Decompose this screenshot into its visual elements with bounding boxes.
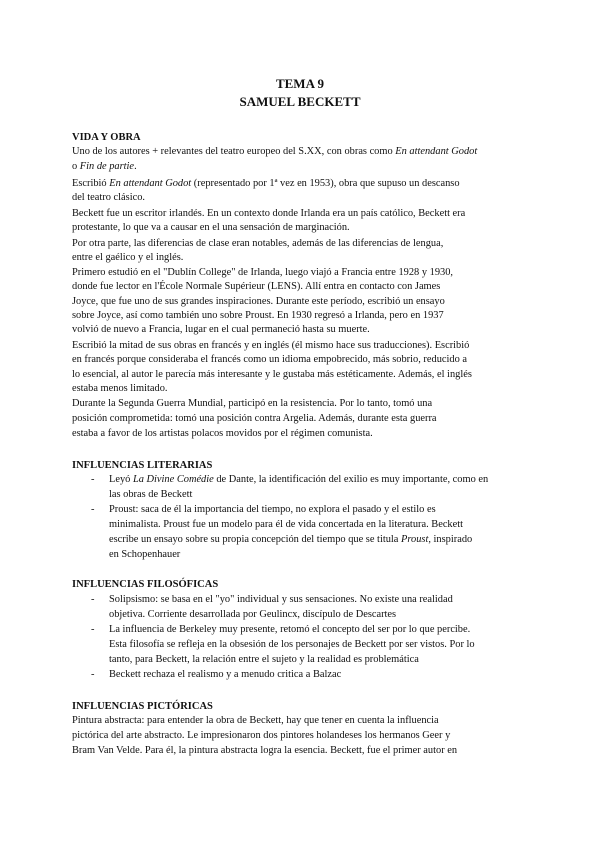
paragraph-line: Pintura abstracta: para entender la obra de Beckett, hay que tener en cuenta la influencia [72,715,439,726]
list-item-line: Esta filosofía se refleja en la obsesión de los personajes de Beckett por ser vistos. Por lo [109,639,475,650]
paragraph-line: lo esencial, al autor le parecía más interesante y le gustaba más estéticamente. Además, el inglés [72,369,472,380]
section-heading-vida: VIDA Y OBRA [72,132,141,143]
paragraph-line: protestante, lo que va a causar en el una sensación de marginación. [72,222,350,233]
paragraph-line: Uno de los autores + relevantes del teatro europeo del S.XX, con obras como En attendant Godot [72,146,478,157]
paragraph-line: Joyce, que fue uno de sus grandes inspiraciones. Durante este período, escribió un ensayo [72,296,445,307]
paragraph-line: posición comprometida: tomó una posición contra Argelia. Además, durante esta guerra [72,413,437,424]
list-item-line: Solipsismo: se basa en el "yo" individual y sus sensaciones. No existe una realidad [109,594,453,605]
bullet-dash: - [91,474,95,485]
bullet-dash: - [91,624,95,635]
paragraph-line: pictórica del arte abstracto. Le impresionaron dos pintores holandeses los hermanos Geer y [72,730,451,741]
bullet-dash: - [91,504,95,515]
paragraph-line: Por otra parte, las diferencias de clase eran notables, además de las diferencias de lengua, [72,238,444,249]
page-title: TEMA 9 [275,76,325,91]
paragraph-line: del teatro clásico. [72,192,145,203]
section-heading-literarias: INFLUENCIAS LITERARIAS [72,460,213,471]
list-item-line: objetiva. Corriente desarrollada por Geulincx, discípulo de Descartes [109,609,397,620]
bullet-dash: - [91,669,95,680]
list-item-line: minimalista. Proust fue un modelo para él de vida concertada en la literatura. Beckett [109,519,464,530]
section-heading-filosoficas: INFLUENCIAS FILOSÓFICAS [72,579,219,590]
paragraph-line: Escribió la mitad de sus obras en francés y en inglés (él mismo hace sus traducciones). Escribió [72,340,470,351]
paragraph-line: volvió de nuevo a Francia, lugar en el cual permaneció hasta su muerte. [72,324,370,335]
paragraph-line: estaba menos limitado. [72,383,168,394]
list-item-line: Leyó La Divine Comédie de Dante, la identificación del exilio es muy importante, como en [109,474,489,485]
list-item-line: tanto, para Beckett, la relación entre el sujeto y la realidad es problemática [109,654,419,665]
list-item-line: escribe un ensayo sobre su propia concepción del tiempo que se titula Proust, inspirado [109,534,473,545]
paragraph-line: donde fue lector en l'École Normale Supérieur (LENS). Allí entra en contacto con James [72,281,441,292]
list-item-line: Beckett rechaza el realismo y a menudo critica a Balzac [109,669,342,680]
paragraph-line: sobre Joyce, así como también uno sobre Proust. En 1930 regresó a Irlanda, pero en 1937 [72,310,444,321]
paragraph-line: estaba a favor de los artistas polacos movidos por el régimen comunista. [72,428,373,439]
paragraph-line: Escribió En attendant Godot (representado por 1ª vez en 1953), obra que supuso un descanso [72,178,460,189]
list-item-line: La influencia de Berkeley muy presente, retomó el concepto del ser por lo que percibe. [109,624,471,635]
paragraph-line: Beckett fue un escritor irlandés. En un contexto donde Irlanda era un país católico, Beckett era [72,208,466,219]
list-item-line: Proust: saca de él la importancia del tiempo, no explora el pasado y el estilo es [109,504,436,515]
list-item-line: en Schopenhauer [109,549,181,560]
page-subtitle: SAMUEL BECKETT [239,94,361,109]
list-item-line: las obras de Beckett [109,489,193,500]
paragraph-line: en francés porque consideraba el francés como un idioma empobrecido, más sobrio, reducido a [72,354,467,365]
bullet-dash: - [91,594,95,605]
paragraph-line: Bram Van Velde. Para él, la pintura abstracta logra la esencia. Beckett, fue el primer autor en [72,745,458,756]
paragraph-line: o Fin de partie. [72,161,137,172]
section-heading-pictoricas: INFLUENCIAS PICTÓRICAS [72,701,213,712]
paragraph-line: Durante la Segunda Guerra Mundial, participó en la resistencia. Por lo tanto, tomó una [72,398,433,409]
paragraph-line: entre el gaélico y el inglés. [72,252,184,263]
paragraph-line: Primero estudió en el "Dublín College" de Irlanda, luego viajó a Francia entre 1928 y 1930, [72,267,454,278]
